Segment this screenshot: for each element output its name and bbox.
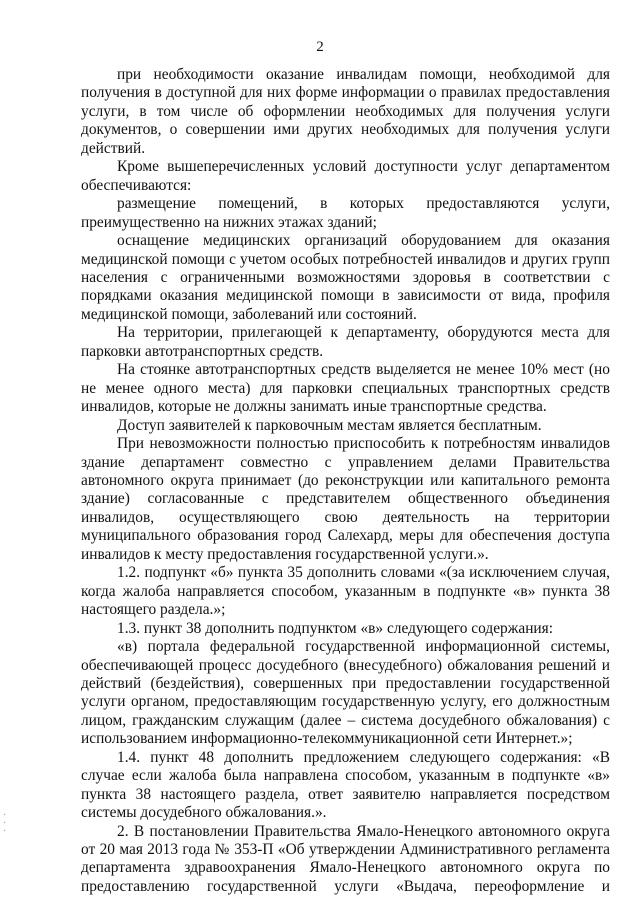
paragraph-3: размещение помещений, в которых предоставляются услуги, преимущественно на нижних этажах зданий; [81,195,610,231]
page-number: 2 [316,39,324,55]
paragraph-9: 1.2. подпункт «б» пункта 35 дополнить словами «(за исключением случая, когда жалоба направляется способом, указанным в подпункте «в» пункта 38 настоящего раздела.»; [81,564,610,619]
paragraph-10: 1.3. пункт 38 дополнить подпунктом «в» следующего содержания: [117,619,554,637]
scan-margin-dots: · · · [3,810,7,837]
paragraph-7: Доступ заявителей к парковочным местам является бесплатным. [117,416,542,434]
paragraph-6: На стоянке автотранспортных средств выделяется не менее 10% мест (но не менее одного места) для парковки специальных транспортных средств инвалидов, которые не должны занимать иные транспортные средства. [81,361,610,416]
paragraph-1: при необходимости оказание инвалидам помощи, необходимой для получения в доступной для них форме информации о правилах предоставления услуги, в том числе об оформлении необходимых для получения услуги документов, о совершении ими других необходимых для получения услуги действий. [81,66,610,157]
paragraph-8: При невозможности полностью приспособить к потребностям инвалидов здание департамент совместно с управлением делами Правительства автономного округа принимает (до реконструкции или капитального ремонта здание) согласованные с представителем общественного объединения инвалидов, осуществляющего свою деятельность на территории муниципального образования город Салехард, меры для обеспечения доступа инвалидов к месту предоставления государственной услуги.». [81,435,610,563]
paragraph-2: Кроме вышеперечисленных условий доступности услуг департаментом обеспечиваются: [81,158,610,194]
paragraph-11: «в) портала федеральной государственной информационной системы, обеспечивающей процесс досудебного (внесудебного) обжалования решений и действий (бездействия), совершенных при предоставлении государственной услуги органом, предоставляющим государственную услугу, его должностным лицом, гражданским служащим (далее – система досудебного обжалования) с использованием информационно-телекоммуникационной сети Интернет.»; [81,638,610,748]
paragraph-13: 2. В постановлении Правительства Ямало-Ненецкого автономного округа от 20 мая 2013 года № 353-П «Об утверждении Административного регламента департамента здравоохранения Ямало-Ненецкого автономного округа по предоставлению государственной услуги «Выдача, переоформление и [81,822,610,895]
paragraph-12: 1.4. пункт 48 дополнить предложением следующего содержания: «В случае если жалоба была направлена способом, указанным в подпункте «в» пункта 38 настоящего раздела, ответ заявителю направляется посредством системы досудебного обжалования.». [81,748,610,822]
paragraph-4: оснащение медицинских организаций оборудованием для оказания медицинской помощи с учетом особых потребностей инвалидов и других групп населения с ограниченными возможностями здоровья в соответствии с порядками оказания медицинской помощи в зависимости от вида, профиля медицинской помощи, заболеваний или состояний. [81,232,610,323]
paragraph-5: На территории, прилегающей к департаменту, оборудуются места для парковки автотранспортных средств. [81,324,610,360]
document-body [81,66,610,896]
